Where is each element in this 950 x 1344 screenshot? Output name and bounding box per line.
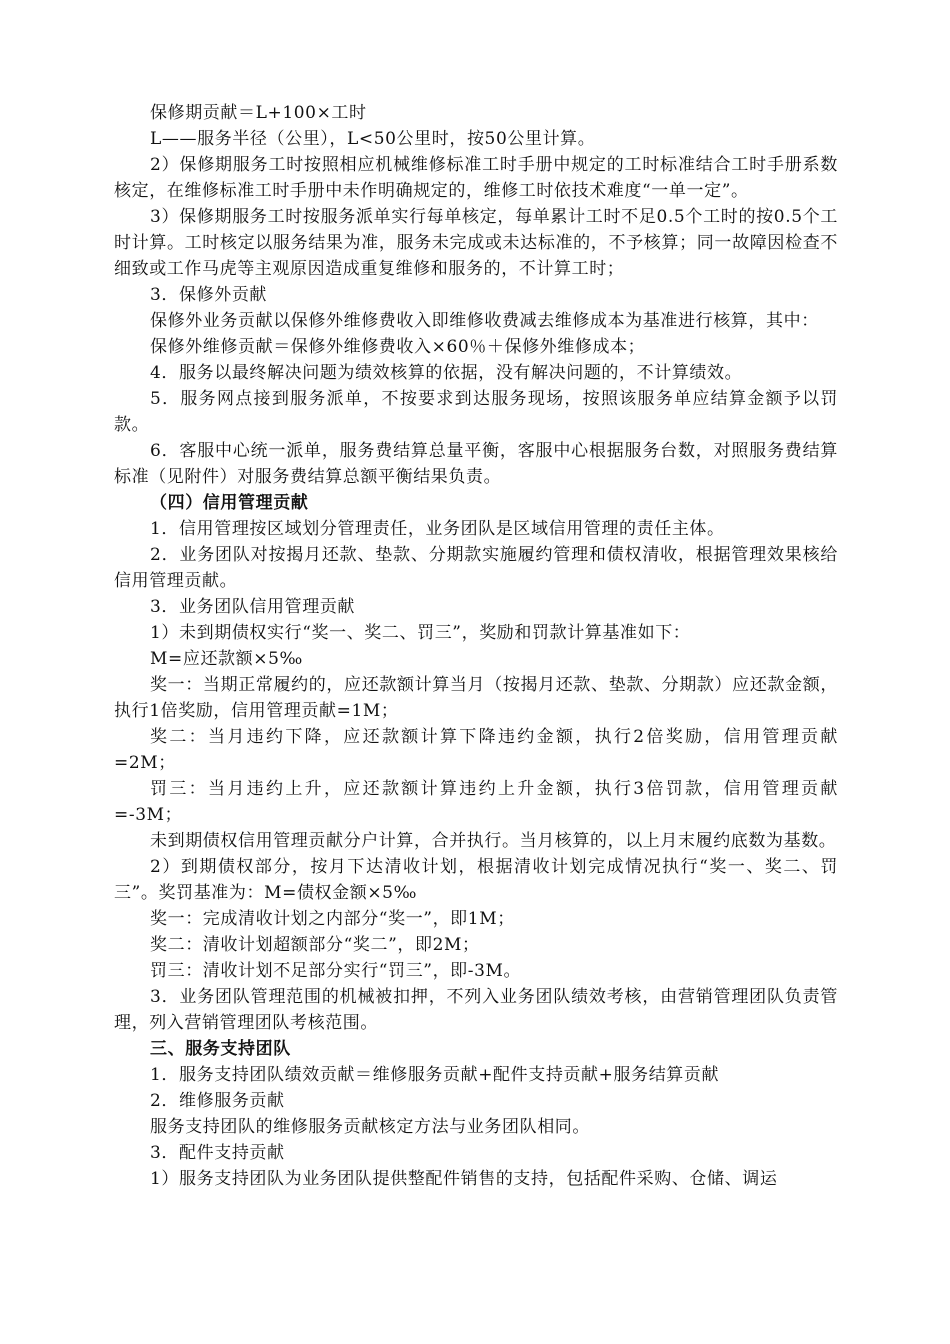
section-heading: （四）信用管理贡献 xyxy=(150,493,309,513)
paragraph: 1）未到期债权实行“奖一、奖二、罚三”，奖励和罚款计算基准如下： xyxy=(150,623,691,643)
paragraph: 1．服务支持团队绩效贡献＝维修服务贡献+配件支持贡献+服务结算贡献 xyxy=(150,1065,720,1085)
document-body xyxy=(114,100,838,1192)
paragraph: 1）服务支持团队为业务团队提供整配件销售的支持，包括配件采购、仓储、调运 xyxy=(150,1169,778,1189)
paragraph: 奖一：当期正常履约的，应还款额计算当月（按揭月还款、垫款、分期款）应还款金额，执行1倍奖励，信用管理贡献=1M； xyxy=(114,675,838,721)
paragraph: 1．信用管理按区域划分管理责任，业务团队是区域信用管理的责任主体。 xyxy=(150,519,725,539)
paragraph: 保修期贡献＝L+100×工时 xyxy=(150,103,367,123)
paragraph: 2．业务团队对按揭月还款、垫款、分期款实施履约管理和债权清收，根据管理效果核给信用管理贡献。 xyxy=(114,545,838,591)
paragraph: 3）保修期服务工时按服务派单实行每单核定，每单累计工时不足0.5个工时的按0.5个工时计算。工时核定以服务结果为准，服务未完成或未达标准的，不予核算；同一故障因检查不细致或工作马虎等主观原因造成重复维修和服务的，不计算工时； xyxy=(114,207,838,279)
paragraph: 4．服务以最终解决问题为绩效核算的依据，没有解决问题的，不计算绩效。 xyxy=(150,363,743,383)
paragraph: L——服务半径（公里），L<50公里时，按50公里计算。 xyxy=(150,129,596,149)
paragraph: 未到期债权信用管理贡献分户计算，合并执行。当月核算的，以上月末履约底数为基数。 xyxy=(150,831,837,851)
paragraph: 3．业务团队信用管理贡献 xyxy=(150,597,356,617)
paragraph: 3．保修外贡献 xyxy=(150,285,268,305)
paragraph: 奖一：完成清收计划之内部分“奖一”，即1M； xyxy=(150,909,515,929)
paragraph: 奖二：清收计划超额部分“奖二”，即2M； xyxy=(150,935,480,955)
paragraph: 2）到期债权部分，按月下达清收计划，根据清收计划完成情况执行“奖一、奖二、罚三”。奖罚基准为：M=债权金额×5‰ xyxy=(114,857,838,903)
paragraph: 保修外维修贡献＝保修外维修费收入×60％＋保修外维修成本； xyxy=(150,337,646,357)
section-heading: 三、服务支持团队 xyxy=(150,1039,291,1059)
paragraph: 罚三：清收计划不足部分实行“罚三”，即-3M。 xyxy=(150,961,522,981)
paragraph: 2）保修期服务工时按照相应机械维修标准工时手册中规定的工时标准结合工时手册系数核定，在维修标准工时手册中未作明确规定的，维修工时依技术难度“一单一定”。 xyxy=(114,155,838,201)
paragraph: 6．客服中心统一派单，服务费结算总量平衡，客服中心根据服务台数，对照服务费结算标准（见附件）对服务费结算总额平衡结果负责。 xyxy=(114,441,838,487)
paragraph: 3．业务团队管理范围的机械被扣押，不列入业务团队绩效考核，由营销管理团队负责管理，列入营销管理团队考核范围。 xyxy=(114,987,838,1033)
paragraph: 罚三：当月违约上升，应还款额计算违约上升金额，执行3倍罚款，信用管理贡献=-3M； xyxy=(114,779,838,825)
paragraph: 保修外业务贡献以保修外维修费收入即维修收费减去维修成本为基准进行核算，其中： xyxy=(150,311,819,331)
paragraph: 3．配件支持贡献 xyxy=(150,1143,285,1163)
paragraph: M=应还款额×5‰ xyxy=(150,649,303,669)
paragraph: 5．服务网点接到服务派单，不按要求到达服务现场，按照该服务单应结算金额予以罚款。 xyxy=(114,389,838,435)
paragraph: 奖二：当月违约下降，应还款额计算下降违约金额，执行2倍奖励，信用管理贡献=2M； xyxy=(114,727,838,773)
paragraph: 2．维修服务贡献 xyxy=(150,1091,285,1111)
paragraph: 服务支持团队的维修服务贡献核定方法与业务团队相同。 xyxy=(150,1117,590,1137)
